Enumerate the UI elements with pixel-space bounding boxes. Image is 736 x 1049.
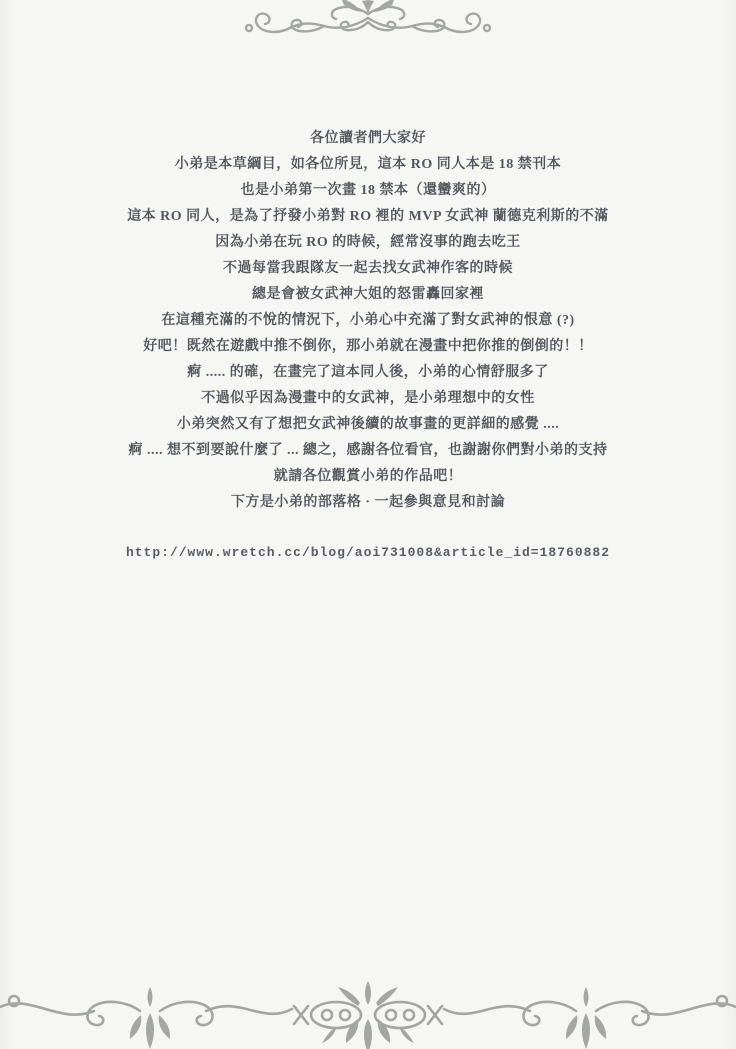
afterword-line: 在這種充滿的不悅的情況下，小弟心中充滿了對女武神的恨意 (?) bbox=[161, 313, 575, 328]
afterword-line: 下方是小弟的部落格 · 一起參與意見和討論 bbox=[230, 495, 506, 510]
afterword-text bbox=[0, 126, 736, 566]
afterword-line: 痾 ..... 的確，在畫完了這本同人後，小弟的心情舒服多了 bbox=[187, 365, 549, 380]
blog-url: http://www.wretch.cc/blog/aoi731008&article_id=18760882 bbox=[125, 545, 611, 560]
bottom-flourish-ornament bbox=[0, 979, 736, 1049]
afterword-line: 不過每當我跟隊友一起去找女武神作客的時候 bbox=[223, 261, 513, 276]
afterword-line: 這本 RO 同人，是為了抒發小弟對 RO 裡的 MVP 女武神 蘭德克利斯的不滿 bbox=[127, 209, 609, 224]
top-flourish-ornament bbox=[218, 0, 518, 36]
afterword-line: 痾 .... 想不到要說什麼了 ... 總之，感謝各位看官，也謝謝你們對小弟的支持 bbox=[128, 443, 608, 458]
afterword-line: 因為小弟在玩 RO 的時候，經常沒事的跑去吃王 bbox=[215, 235, 521, 250]
afterword-line: 就請各位觀賞小弟的作品吧！ bbox=[273, 469, 463, 484]
afterword-line: 小弟突然又有了想把女武神後續的故事畫的更詳細的感覺 .... bbox=[176, 417, 560, 432]
afterword-line: 各位讀者們大家好 bbox=[310, 131, 426, 146]
afterword-line: 也是小弟第一次畫 18 禁本（還蠻爽的） bbox=[240, 183, 496, 198]
afterword-line: 不過似乎因為漫畫中的女武神，是小弟理想中的女性 bbox=[201, 391, 535, 406]
afterword-line: 小弟是本草綱目，如各位所見，這本 RO 同人本是 18 禁刊本 bbox=[174, 157, 562, 172]
afterword-line: 總是會被女武神大姐的怒雷轟回家裡 bbox=[252, 287, 484, 302]
afterword-line: 好吧！既然在遊戲中推不倒你，那小弟就在漫畫中把你推的倒倒的！！ bbox=[143, 339, 593, 354]
